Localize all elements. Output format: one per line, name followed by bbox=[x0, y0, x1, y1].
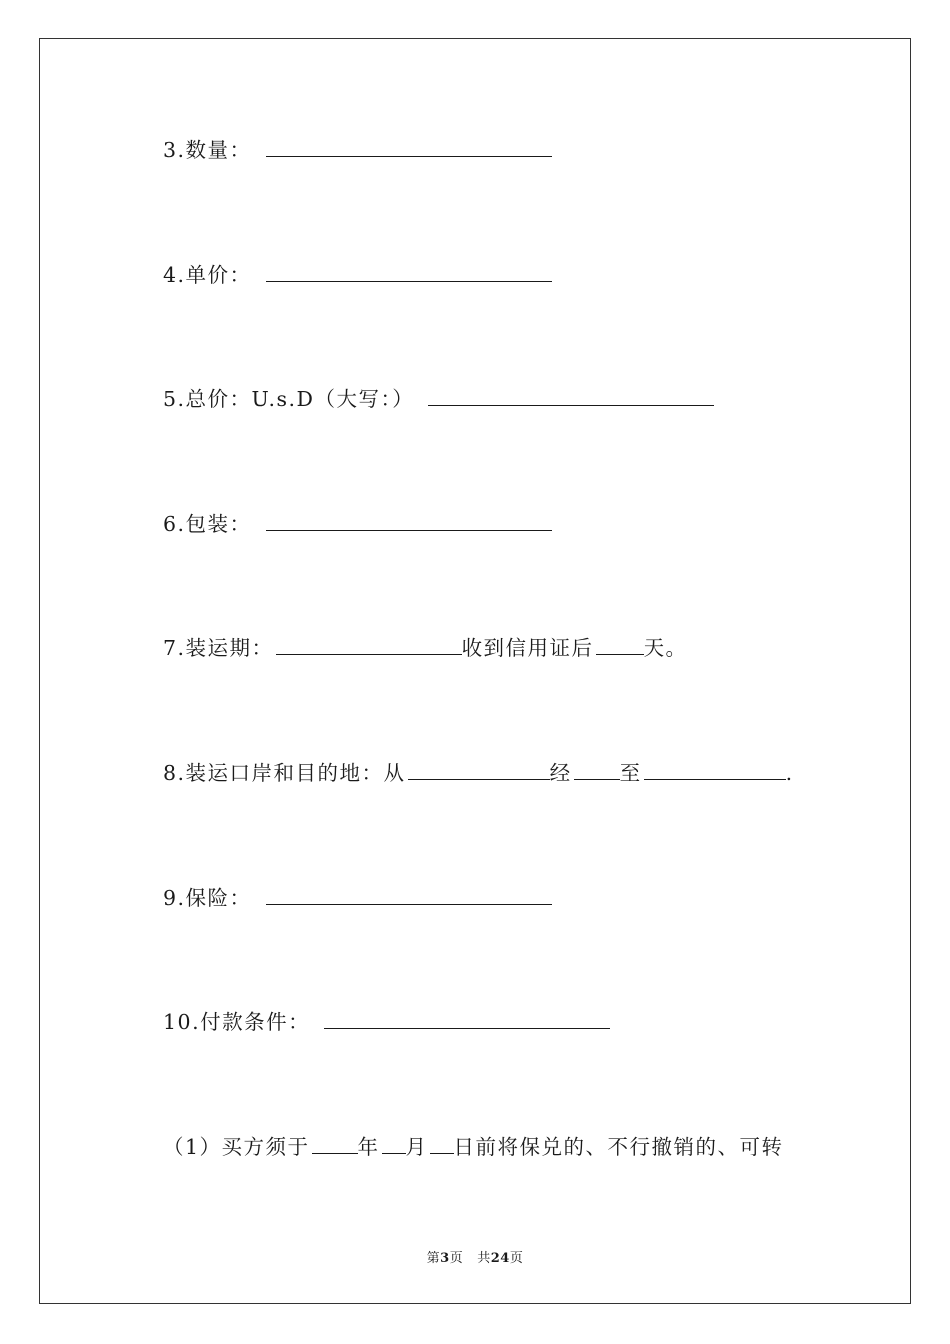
paragraph-text: 月 bbox=[405, 1135, 428, 1159]
item-text: . bbox=[785, 761, 794, 785]
port-via-blank[interactable] bbox=[574, 761, 620, 780]
item-text: 经 bbox=[549, 761, 572, 785]
paragraph-1 bbox=[163, 1134, 784, 1160]
payment-terms-blank[interactable] bbox=[324, 1010, 610, 1029]
total-suffix: 页 bbox=[509, 1251, 524, 1266]
total-prefix: 共 bbox=[477, 1251, 491, 1266]
item-label: 6.包装： bbox=[163, 512, 252, 536]
packing-blank[interactable] bbox=[266, 512, 552, 531]
item-label: 3.数量： bbox=[163, 138, 252, 162]
item-quantity bbox=[163, 137, 552, 163]
year-blank[interactable] bbox=[312, 1135, 358, 1154]
item-payment-terms bbox=[163, 1009, 610, 1035]
total-pages: 24 bbox=[490, 1251, 510, 1266]
page-prefix: 第 bbox=[426, 1251, 441, 1266]
day-blank[interactable] bbox=[430, 1135, 454, 1154]
item-label: 8.装运口岸和目的地：从 bbox=[163, 761, 406, 785]
item-label: 9.保险： bbox=[163, 886, 252, 910]
item-text: 天。 bbox=[643, 636, 688, 660]
item-text: 至 bbox=[619, 761, 642, 785]
item-label: 5.总价：U.s.D（大写：） bbox=[163, 387, 415, 411]
quantity-blank[interactable] bbox=[266, 138, 552, 157]
item-unit-price bbox=[163, 262, 552, 288]
page-footer bbox=[0, 1247, 950, 1266]
item-label: 7.装运期： bbox=[163, 636, 274, 660]
item-text: 收到信用证后 bbox=[461, 636, 594, 660]
insurance-blank[interactable] bbox=[266, 886, 552, 905]
shipment-days-blank[interactable] bbox=[596, 636, 644, 655]
item-ports bbox=[163, 760, 794, 786]
month-blank[interactable] bbox=[382, 1135, 406, 1154]
paragraph-text: 年 bbox=[357, 1135, 380, 1159]
item-label: 4.单价： bbox=[163, 263, 252, 287]
page-frame bbox=[39, 38, 911, 1304]
port-to-blank[interactable] bbox=[644, 761, 786, 780]
paragraph-text: 日前将保兑的、不行撤销的、可转 bbox=[453, 1135, 784, 1159]
unit-price-blank[interactable] bbox=[266, 263, 552, 282]
page-suffix: 页 bbox=[449, 1251, 464, 1266]
item-insurance bbox=[163, 885, 552, 911]
item-shipment bbox=[163, 635, 688, 661]
total-price-blank[interactable] bbox=[428, 387, 714, 406]
item-label: 10.付款条件： bbox=[163, 1010, 311, 1034]
page-number: 3 bbox=[440, 1251, 450, 1266]
item-packing bbox=[163, 511, 552, 537]
paragraph-text: （1）买方须于 bbox=[163, 1135, 310, 1159]
port-from-blank[interactable] bbox=[408, 761, 550, 780]
shipment-blank[interactable] bbox=[276, 636, 462, 655]
item-total-price bbox=[163, 386, 714, 412]
